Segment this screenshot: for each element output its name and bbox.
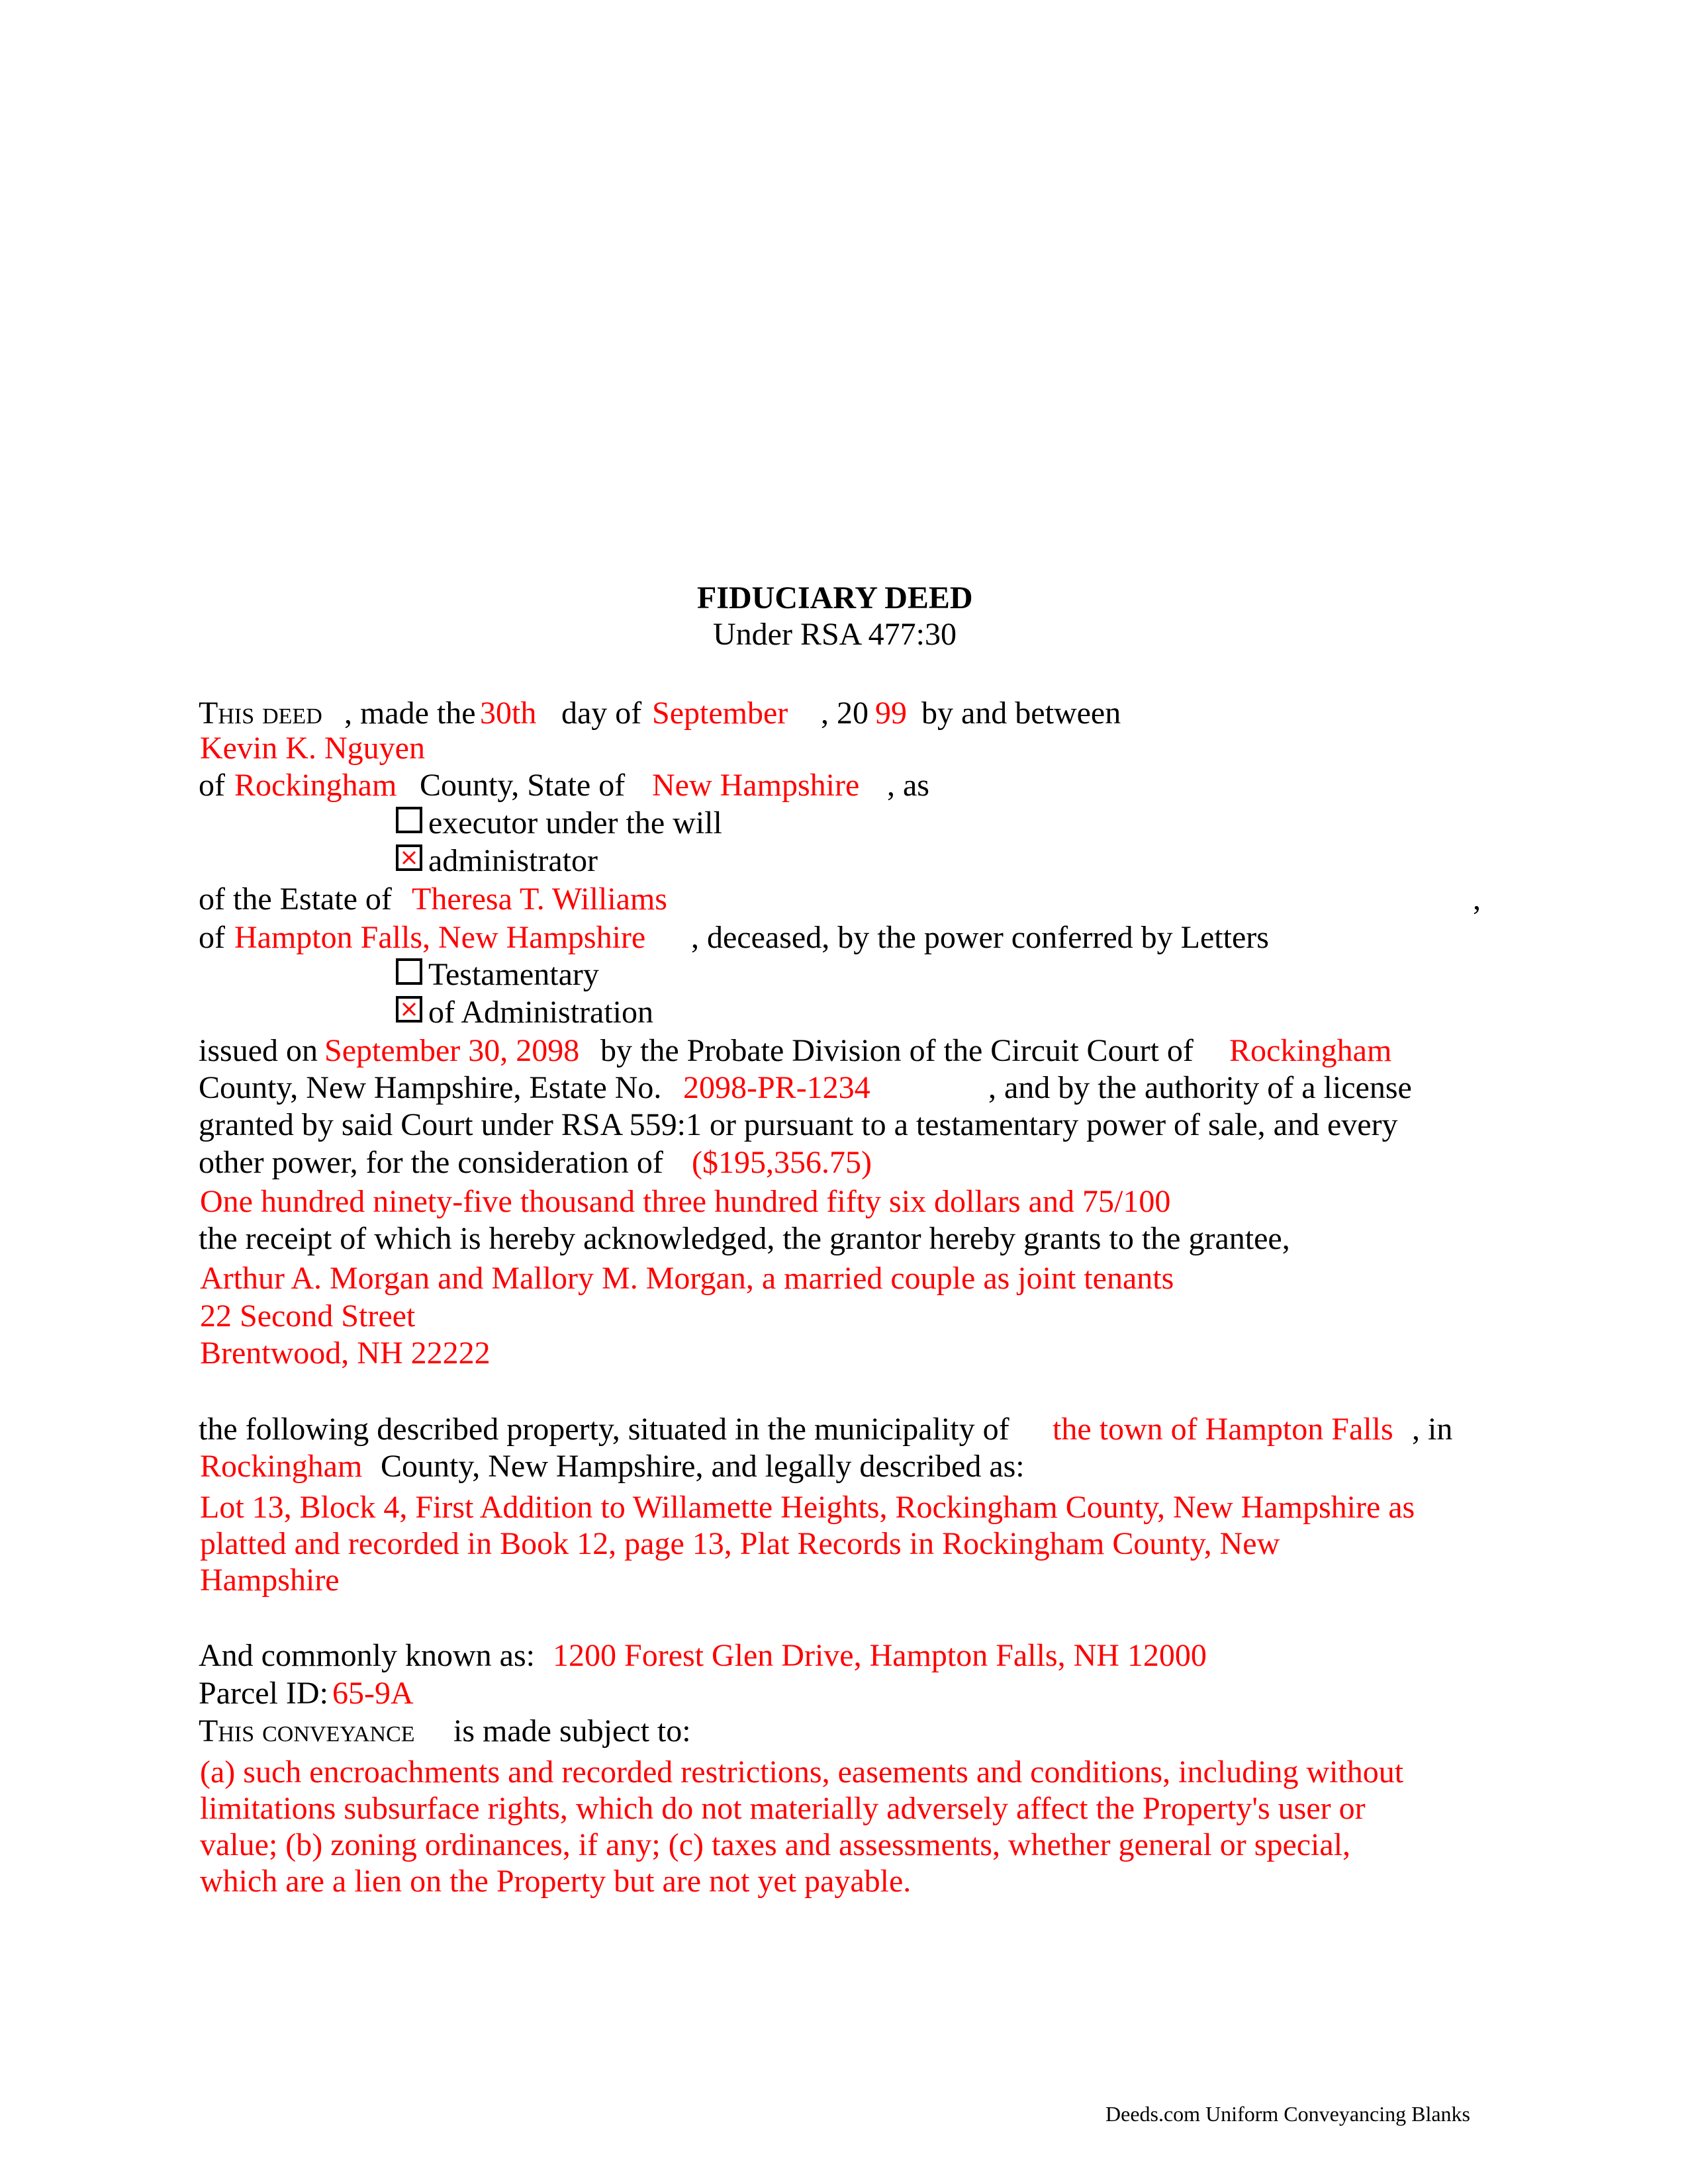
property-county: Rockingham bbox=[200, 1449, 363, 1484]
estate-number: 2098-PR-1234 bbox=[683, 1070, 870, 1105]
estate-comma: , bbox=[1473, 882, 1481, 917]
consideration-amount: ($195,356.75) bbox=[692, 1145, 872, 1180]
administrator-checkbox[interactable] bbox=[396, 844, 422, 871]
property-text: the following described property, situated in the municipality of bbox=[199, 1412, 1009, 1447]
known-as-text: And commonly known as: bbox=[199, 1638, 535, 1673]
subject-to-line: (a) such encroachments and recorded restrictions, easements and conditions, including without bbox=[200, 1754, 1404, 1790]
check-x-icon bbox=[399, 847, 420, 868]
parcel-label: Parcel ID: bbox=[199, 1676, 328, 1711]
subject-to-text: is made subject to: bbox=[453, 1713, 691, 1749]
grantee-names: Arthur A. Morgan and Mallory M. Morgan, a married couple as joint tenants bbox=[200, 1261, 1174, 1296]
residence-of-text: of bbox=[199, 920, 225, 955]
issued-date: September 30, 2098 bbox=[324, 1033, 580, 1068]
license-text: granted by said Court under RSA 559:1 or pursuant to a testamentary power of sale, and every bbox=[199, 1107, 1398, 1142]
deed-lead: This deed bbox=[199, 696, 322, 731]
of-administration-label: of Administration bbox=[428, 995, 653, 1030]
conveyance-lead: This conveyance bbox=[199, 1713, 415, 1749]
decedent-residence: Hampton Falls, New Hampshire bbox=[234, 920, 646, 955]
receipt-text: the receipt of which is hereby acknowledged, the grantor hereby grants to the grantee, bbox=[199, 1221, 1290, 1256]
issued-on-text: issued on bbox=[199, 1033, 318, 1068]
county-state-of-text: County, State of bbox=[420, 768, 626, 803]
parcel-id: 65-9A bbox=[332, 1676, 414, 1711]
estate-no-text: County, New Hampshire, Estate No. bbox=[199, 1070, 662, 1105]
month-value: September bbox=[652, 696, 788, 731]
grantee-street: 22 Second Street bbox=[200, 1298, 416, 1334]
property-address: 1200 Forest Glen Drive, Hampton Falls, NH 12000 bbox=[553, 1638, 1207, 1673]
court-county: Rockingham bbox=[1229, 1033, 1392, 1068]
page-subtitle: Under RSA 477:30 bbox=[713, 617, 957, 652]
deceased-text: , deceased, by the power conferred by Letters bbox=[691, 920, 1269, 955]
estate-of-text: of the Estate of bbox=[199, 882, 392, 917]
by-and-between-text: by and between bbox=[921, 696, 1121, 731]
executor-label: executor under the will bbox=[428, 805, 722, 841]
made-the-text: , made the bbox=[344, 696, 476, 731]
day-value: 30th bbox=[480, 696, 537, 731]
consideration-text: other power, for the consideration of bbox=[199, 1145, 663, 1180]
in-text: , in bbox=[1412, 1412, 1453, 1447]
year-prefix: , 20 bbox=[821, 696, 868, 731]
subject-to-line: limitations subsurface rights, which do not materially adversely affect the Property's user or bbox=[200, 1791, 1366, 1826]
decedent-name: Theresa T. Williams bbox=[412, 882, 667, 917]
footer-text: Deeds.com Uniform Conveyancing Blanks bbox=[1105, 2102, 1470, 2126]
legal-description-line: Hampshire bbox=[200, 1563, 340, 1598]
grantor-name: Kevin K. Nguyen bbox=[200, 731, 425, 766]
amount-in-words: One hundred ninety-five thousand three hundred fifty six dollars and 75/100 bbox=[200, 1184, 1171, 1219]
legal-description-line: platted and recorded in Book 12, page 13, Plat Records in Rockingham County, New bbox=[200, 1526, 1280, 1561]
of-text: of bbox=[199, 768, 225, 803]
legally-described-text: County, New Hampshire, and legally described as: bbox=[381, 1449, 1025, 1484]
subject-to-line: value; (b) zoning ordinances, if any; (c) taxes and assessments, whether general or special, bbox=[200, 1827, 1351, 1862]
page-title: FIDUCIARY DEED bbox=[697, 580, 973, 615]
legal-description-line: Lot 13, Block 4, First Addition to Willamette Heights, Rockingham County, New Hampshire as bbox=[200, 1490, 1415, 1525]
testamentary-label: Testamentary bbox=[428, 957, 599, 992]
administrator-label: administrator bbox=[428, 843, 598, 878]
as-text: , as bbox=[887, 768, 929, 803]
grantee-city: Brentwood, NH 22222 bbox=[200, 1336, 491, 1371]
municipality: the town of Hampton Falls bbox=[1053, 1412, 1393, 1447]
grantor-state: New Hampshire bbox=[652, 768, 860, 803]
probate-division-text: by the Probate Division of the Circuit Court of bbox=[600, 1033, 1194, 1068]
day-of-text: day of bbox=[561, 696, 642, 731]
check-x-icon bbox=[399, 999, 420, 1020]
year-suffix: 99 bbox=[875, 696, 907, 731]
of-administration-checkbox[interactable] bbox=[396, 996, 422, 1023]
grantor-county: Rockingham bbox=[234, 768, 397, 803]
license-authority-text: , and by the authority of a license bbox=[988, 1070, 1412, 1105]
testamentary-checkbox[interactable] bbox=[396, 958, 422, 985]
executor-checkbox[interactable] bbox=[396, 807, 422, 833]
subject-to-line: which are a lien on the Property but are not yet payable. bbox=[200, 1864, 912, 1899]
